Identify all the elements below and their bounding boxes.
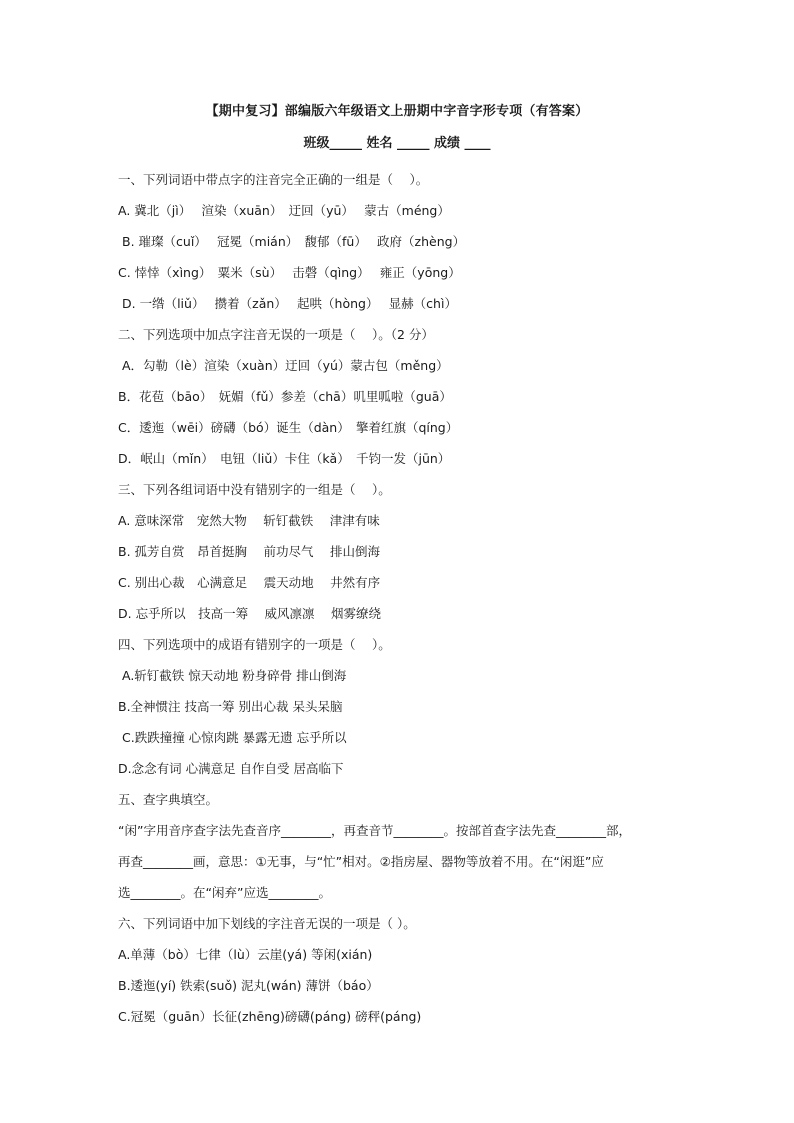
question-3-option-a: A. 意味深常 宠然大物 斩钉截铁 津津有味 xyxy=(118,513,380,528)
question-2-option-c: C．逶迤（wēi）磅礴（bó）诞生（dàn） 擎着红旗（qíng） xyxy=(118,420,459,435)
question-2-option-d: D．岷山（mǐn） 电钮（liǔ）卡住（kǎ） 千钧一发（jūn） xyxy=(118,451,451,466)
question-4-option-a: A.斩钉截铁 惊天动地 粉身碎骨 排山倒海 xyxy=(122,668,347,683)
question-5-text-line-1: “闲”字用音序查字法先查音序________，再查音节________。按部首查字法先查________部， xyxy=(118,823,631,838)
question-1-option-d: D. 一绺（liǔ） 攒着（zǎn） 起哄（hòng） 显赫（chì） xyxy=(122,296,457,311)
question-1-option-c: C. 悻悻（xìng） 粟米（sù） 击磬（qìng） 雍正（yōng） xyxy=(118,265,461,280)
question-6-option-a: A.单薄（bò）七律（lù）云崖(yá) 等闲(xián) xyxy=(118,947,373,962)
question-4-stem: 四、下列选项中的成语有错别字的一项是（ ）。 xyxy=(118,637,391,652)
question-1-option-a: A. 冀北（jì） 渲染（xuān） 迂回（yū） 蒙古（méng） xyxy=(118,203,450,218)
question-4-option-c: C.跌跌撞撞 心惊肉跳 暴露无遗 忘乎所以 xyxy=(122,730,347,745)
question-4-option-d: D.念念有词 心满意足 自作自受 居高临下 xyxy=(118,761,344,776)
document-title: 【期中复习】部编版六年级语文上册期中字音字形专项（有答案） xyxy=(205,104,589,119)
question-5-text-line-3: 选________。在“闲弃”应选________。 xyxy=(118,885,331,900)
question-3-option-d: D. 忘乎所以 技高一筹 威风凛凛 烟雾缭绕 xyxy=(118,606,382,621)
question-4-option-b: B.全神惯注 技高一筹 别出心裁 呆头呆脑 xyxy=(118,699,343,714)
question-2-option-a: A．勾勒（lè）渲染（xuàn）迂回（yú）蒙古包（měng） xyxy=(122,358,449,373)
student-info-fields: 班级_____ 姓名 _____ 成绩 ____ xyxy=(303,136,491,151)
question-3-option-c: C. 别出心裁 心满意足 震天动地 井然有序 xyxy=(118,575,381,590)
question-3-stem: 三、下列各组词语中没有错别字的一组是（ ）。 xyxy=(118,482,391,497)
question-content xyxy=(118,164,688,1032)
question-3-option-b: B. 孤芳自赏 昂首挺胸 前功尽气 排山倒海 xyxy=(118,544,380,559)
question-5-text-line-2: 再查________画，意思：①无事，与“忙”相对。②指房屋、器物等放着不用。在“闲逛”应 xyxy=(118,854,604,869)
question-5-stem: 五、查字典填空。 xyxy=(118,792,219,807)
question-1-stem: 一、下列词语中带点字的注音完全正确的一组是（ ）。 xyxy=(118,172,429,187)
question-6-option-c: C.冠冕（guān）长征(zhēng)磅礴(páng) 磅秤(páng) xyxy=(118,1009,422,1024)
question-1-option-b: B. 璀璨（cuǐ） 冠冕（mián） 馥郁（fū） 政府（zhèng） xyxy=(122,234,466,249)
question-2-stem: 二、下列选项中加点字注音无误的一项是（ ）。（2 分） xyxy=(118,327,434,342)
question-6-stem: 六、下列词语中加下划线的字注音无误的一项是（ ）。 xyxy=(118,916,416,931)
question-2-option-b: B．花苞（bāo） 妩媚（fǔ）参差（chā）叽里呱啦（guā） xyxy=(118,389,452,404)
question-6-option-b: B.逶迤(yí) 铁索(suǒ) 泥丸(wán) 薄饼（báo） xyxy=(118,978,379,993)
